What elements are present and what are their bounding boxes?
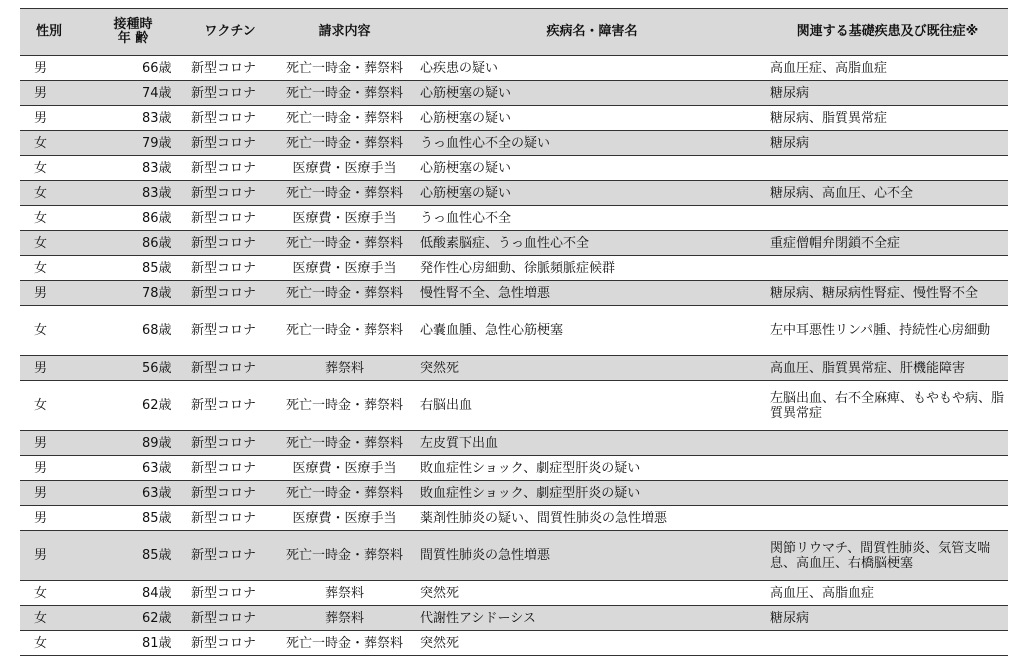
cell-age: 62歳 [78, 381, 188, 431]
cell-history: 糖尿病、高血圧、心不全 [767, 181, 1008, 206]
cell-disease: 突然死 [417, 631, 767, 656]
cell-disease: 心筋梗塞の疑い [417, 106, 767, 131]
header-age [78, 9, 188, 56]
table-row [20, 306, 1008, 356]
cell-claim: 死亡一時金・葬祭料 [272, 231, 417, 256]
cell-claim: 医療費・医療手当 [272, 156, 417, 181]
cell-sex: 女 [20, 231, 78, 256]
cell-claim: 医療費・医療手当 [272, 206, 417, 231]
relief-claims-sheet [20, 8, 1008, 656]
cell-claim: 死亡一時金・葬祭料 [272, 81, 417, 106]
cell-history [767, 431, 1008, 456]
cell-vaccine: 新型コロナ [188, 506, 272, 531]
cell-sex: 女 [20, 581, 78, 606]
cell-claim: 葬祭料 [272, 356, 417, 381]
cell-history [767, 156, 1008, 181]
cell-history: 左中耳悪性リンパ腫、持続性心房細動 [767, 306, 1008, 356]
cell-sex: 女 [20, 606, 78, 631]
cell-claim: 死亡一時金・葬祭料 [272, 381, 417, 431]
cell-sex: 男 [20, 531, 78, 581]
table-row [20, 231, 1008, 256]
cell-sex: 男 [20, 281, 78, 306]
cell-claim: 死亡一時金・葬祭料 [272, 56, 417, 81]
table-row [20, 581, 1008, 606]
cell-sex: 男 [20, 456, 78, 481]
cell-claim: 死亡一時金・葬祭料 [272, 431, 417, 456]
table-row [20, 381, 1008, 431]
cell-sex: 男 [20, 481, 78, 506]
cell-vaccine: 新型コロナ [188, 531, 272, 581]
header-sex: 性別 [20, 9, 78, 56]
cell-vaccine: 新型コロナ [188, 156, 272, 181]
cell-history: 高血圧、脂質異常症、肝機能障害 [767, 356, 1008, 381]
table-row [20, 506, 1008, 531]
cell-sex: 女 [20, 156, 78, 181]
cell-age: 62歳 [78, 606, 188, 631]
cell-history: 重症僧帽弁閉鎖不全症 [767, 231, 1008, 256]
cell-sex: 女 [20, 206, 78, 231]
cell-sex: 女 [20, 181, 78, 206]
cell-vaccine: 新型コロナ [188, 256, 272, 281]
cell-history: 糖尿病 [767, 81, 1008, 106]
header-claim: 請求内容 [272, 9, 417, 56]
table-row [20, 456, 1008, 481]
cell-disease: うっ血性心不全の疑い [417, 131, 767, 156]
cell-age: 85歳 [78, 506, 188, 531]
cell-disease: 心筋梗塞の疑い [417, 81, 767, 106]
cell-claim: 医療費・医療手当 [272, 256, 417, 281]
cell-disease: 代謝性アシドーシス [417, 606, 767, 631]
cell-claim: 死亡一時金・葬祭料 [272, 306, 417, 356]
cell-history: 糖尿病 [767, 606, 1008, 631]
cell-sex: 男 [20, 506, 78, 531]
cell-history [767, 206, 1008, 231]
table-row [20, 181, 1008, 206]
cell-age: 81歳 [78, 631, 188, 656]
table-row [20, 531, 1008, 581]
cell-vaccine: 新型コロナ [188, 181, 272, 206]
cell-age: 84歳 [78, 581, 188, 606]
cell-vaccine: 新型コロナ [188, 456, 272, 481]
cell-disease: 心嚢血腫、急性心筋梗塞 [417, 306, 767, 356]
table-row [20, 106, 1008, 131]
cell-disease: 心筋梗塞の疑い [417, 181, 767, 206]
cell-history: 左脳出血、右不全麻痺、もやもや病、脂質異常症 [767, 381, 1008, 431]
cell-age: 85歳 [78, 531, 188, 581]
cell-disease: 心筋梗塞の疑い [417, 156, 767, 181]
cell-claim: 死亡一時金・葬祭料 [272, 131, 417, 156]
cell-vaccine: 新型コロナ [188, 131, 272, 156]
cell-history: 高血圧、高脂血症 [767, 581, 1008, 606]
cell-age: 89歳 [78, 431, 188, 456]
cell-age: 68歳 [78, 306, 188, 356]
cell-age: 78歳 [78, 281, 188, 306]
cell-history [767, 631, 1008, 656]
table-row [20, 56, 1008, 81]
cell-disease: 発作性心房細動、徐脈頻脈症候群 [417, 256, 767, 281]
cell-claim: 葬祭料 [272, 606, 417, 631]
cell-sex: 女 [20, 631, 78, 656]
cell-history [767, 481, 1008, 506]
claims-table [20, 8, 1008, 656]
header-age-line1: 接種時 [113, 17, 153, 32]
cell-age: 83歳 [78, 156, 188, 181]
cell-age: 56歳 [78, 356, 188, 381]
header-age-line2: 年 齢 [117, 31, 149, 46]
cell-history [767, 506, 1008, 531]
cell-vaccine: 新型コロナ [188, 631, 272, 656]
cell-vaccine: 新型コロナ [188, 306, 272, 356]
cell-claim: 死亡一時金・葬祭料 [272, 181, 417, 206]
table-row [20, 256, 1008, 281]
cell-age: 74歳 [78, 81, 188, 106]
header-disease: 疾病名・障害名 [417, 9, 767, 56]
cell-vaccine: 新型コロナ [188, 231, 272, 256]
table-row [20, 356, 1008, 381]
cell-sex: 女 [20, 306, 78, 356]
cell-disease: 低酸素脳症、うっ血性心不全 [417, 231, 767, 256]
table-body [20, 56, 1008, 656]
cell-vaccine: 新型コロナ [188, 581, 272, 606]
table-header-row [20, 9, 1008, 56]
table-row [20, 206, 1008, 231]
cell-disease: 間質性肺炎の急性増悪 [417, 531, 767, 581]
cell-history [767, 456, 1008, 481]
cell-age: 63歳 [78, 456, 188, 481]
cell-disease: 慢性腎不全、急性増悪 [417, 281, 767, 306]
cell-history: 高血圧症、高脂血症 [767, 56, 1008, 81]
table-row [20, 431, 1008, 456]
cell-disease: 右脳出血 [417, 381, 767, 431]
cell-vaccine: 新型コロナ [188, 481, 272, 506]
cell-age: 66歳 [78, 56, 188, 81]
cell-sex: 男 [20, 106, 78, 131]
header-history: 関連する基礎疾患及び既往症※ [767, 9, 1008, 56]
cell-vaccine: 新型コロナ [188, 281, 272, 306]
cell-disease: 突然死 [417, 356, 767, 381]
cell-disease: 薬剤性肺炎の疑い、間質性肺炎の急性増悪 [417, 506, 767, 531]
cell-vaccine: 新型コロナ [188, 356, 272, 381]
cell-age: 85歳 [78, 256, 188, 281]
cell-sex: 男 [20, 431, 78, 456]
cell-vaccine: 新型コロナ [188, 106, 272, 131]
cell-sex: 女 [20, 256, 78, 281]
cell-history: 糖尿病 [767, 131, 1008, 156]
cell-vaccine: 新型コロナ [188, 81, 272, 106]
table-row [20, 131, 1008, 156]
cell-claim: 死亡一時金・葬祭料 [272, 281, 417, 306]
cell-vaccine: 新型コロナ [188, 431, 272, 456]
cell-claim: 医療費・医療手当 [272, 456, 417, 481]
cell-claim: 死亡一時金・葬祭料 [272, 481, 417, 506]
cell-age: 83歳 [78, 106, 188, 131]
table-row [20, 481, 1008, 506]
cell-vaccine: 新型コロナ [188, 206, 272, 231]
cell-age: 86歳 [78, 231, 188, 256]
cell-age: 63歳 [78, 481, 188, 506]
cell-sex: 男 [20, 81, 78, 106]
cell-disease: うっ血性心不全 [417, 206, 767, 231]
cell-history: 関節リウマチ、間質性肺炎、気管支喘息、高血圧、右橋脳梗塞 [767, 531, 1008, 581]
table-row [20, 281, 1008, 306]
table-row [20, 81, 1008, 106]
cell-claim: 医療費・医療手当 [272, 506, 417, 531]
cell-age: 79歳 [78, 131, 188, 156]
cell-claim: 死亡一時金・葬祭料 [272, 631, 417, 656]
cell-sex: 男 [20, 356, 78, 381]
cell-claim: 死亡一時金・葬祭料 [272, 531, 417, 581]
cell-disease: 敗血症性ショック、劇症型肝炎の疑い [417, 481, 767, 506]
table-row [20, 606, 1008, 631]
table-row [20, 631, 1008, 656]
table-row [20, 156, 1008, 181]
cell-sex: 男 [20, 56, 78, 81]
cell-vaccine: 新型コロナ [188, 381, 272, 431]
cell-history: 糖尿病、糖尿病性腎症、慢性腎不全 [767, 281, 1008, 306]
cell-disease: 左皮質下出血 [417, 431, 767, 456]
cell-sex: 女 [20, 131, 78, 156]
header-vaccine: ワクチン [188, 9, 272, 56]
cell-age: 83歳 [78, 181, 188, 206]
cell-vaccine: 新型コロナ [188, 606, 272, 631]
cell-claim: 死亡一時金・葬祭料 [272, 106, 417, 131]
cell-sex: 女 [20, 381, 78, 431]
cell-claim: 葬祭料 [272, 581, 417, 606]
cell-disease: 突然死 [417, 581, 767, 606]
cell-disease: 心疾患の疑い [417, 56, 767, 81]
cell-history [767, 256, 1008, 281]
cell-age: 86歳 [78, 206, 188, 231]
cell-vaccine: 新型コロナ [188, 56, 272, 81]
cell-history: 糖尿病、脂質異常症 [767, 106, 1008, 131]
cell-disease: 敗血症性ショック、劇症型肝炎の疑い [417, 456, 767, 481]
